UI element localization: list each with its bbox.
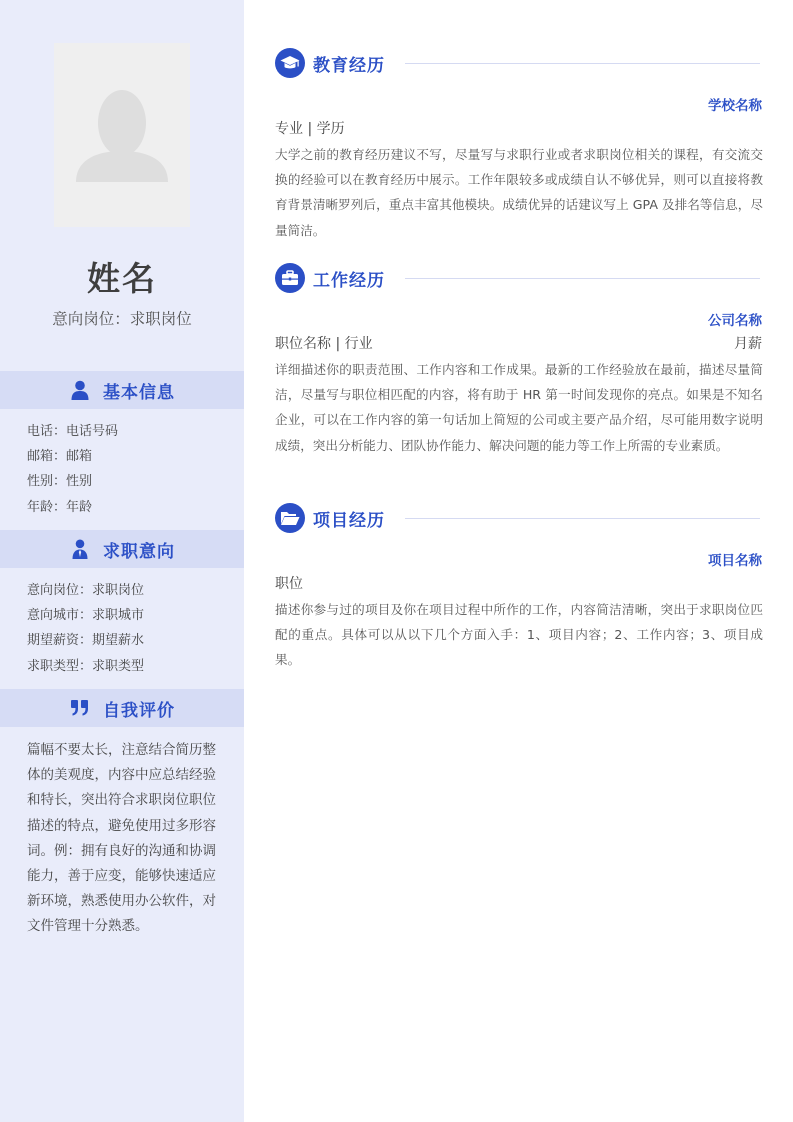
project-header [275,502,760,534]
education-title: 教育经历 [313,55,385,76]
user-icon [69,379,91,401]
project-description: 描述你参与过的项目及你在项目过程中所作的工作，内容简洁清晰，突出于求职岗位匹配的重点。具体可以从以下几个方面入手：1、项目内容；2、工作内容；3、项目成果。 [275,602,763,668]
education-header [275,47,760,79]
intention-city: 意向城市：求职城市 [27,608,145,624]
major-degree: 专业 | 学历 [275,121,345,137]
job-intention-list [27,578,144,679]
graduation-cap-icon [275,48,305,78]
quote-icon [69,697,91,719]
basic-info-title: 基本信息 [103,382,175,403]
education-divider [405,63,760,64]
work-description: 详细描述你的职责范围、工作内容和工作成果。最新的工作经验放在最前，描述尽量简洁，尽量写与职位相匹配的内容，将有助于 HR 第一时间发现你的亮点。如果是不知名企业，可以在工作内容的第一句话加上简短的公司或主要产品介绍，尽可能用数字说明成绩，突出分析能力、团队协作能力、解决问题的能力等工作上所需的专业素质。 [275,362,763,453]
project-name: 项目名称 [708,553,762,569]
intention-position: 意向岗位：求职岗位 [27,583,145,598]
self-evaluation-title: 自我评价 [103,700,175,721]
basic-info-gender: 性别：性别 [27,474,93,490]
work-divider [405,278,760,279]
salary: 月薪 [734,336,762,352]
job-intention-header [0,530,244,568]
position-industry: 职位名称 | 行业 [275,336,373,352]
project-role: 职位 [275,576,303,592]
person-silhouette-icon [54,43,190,227]
project-title: 项目经历 [313,510,385,531]
intention-salary: 期望薪资：期望薪水 [27,633,145,649]
project-divider [405,518,760,519]
briefcase-icon [275,263,305,293]
target-position-line: 意向岗位：求职岗位 [52,310,192,328]
person-tie-icon [69,538,91,560]
candidate-name: 姓名 [87,259,157,298]
company-name: 公司名称 [708,313,762,329]
basic-info-email: 邮箱：邮箱 [27,449,93,465]
work-header [275,262,760,294]
basic-info-list [27,419,118,520]
self-evaluation-header [0,689,244,727]
work-title: 工作经历 [313,270,385,291]
major-degree-line [275,118,762,138]
education-description: 大学之前的教育经历建议不写，尽量写与求职行业或者求职岗位相关的课程，有交流交换的经验可以在教育经历中展示。工作年限较多或成绩自认不够优异，则可以直接将教育背景清晰罗列后，重点丰富其他模块。成绩优异的话建议写上 GPA 及排名等信息，尽量简洁。 [275,147,763,238]
avatar-placeholder [54,43,190,227]
sidebar [0,0,244,1122]
basic-info-phone: 电话：电话号码 [27,424,119,439]
job-intention-title: 求职意向 [103,541,175,562]
self-evaluation-text: 篇幅不要太长，注意结合简历整体的美观度，内容中应总结经验和特长，突出符合求职岗位职位描述的特点，避免使用过多形容词。例：拥有良好的沟通和协调能力，善于应变，能够快速适应新环境，熟悉使用办公软件，对文件管理十分熟悉。 [27,742,216,935]
school-name: 学校名称 [708,98,762,114]
folder-open-icon [275,503,305,533]
basic-info-age: 年龄：年龄 [27,499,93,515]
intention-type: 求职类型：求职类型 [27,658,145,674]
position-salary-line [275,333,762,353]
basic-info-header [0,371,244,409]
project-role-line [275,573,762,593]
